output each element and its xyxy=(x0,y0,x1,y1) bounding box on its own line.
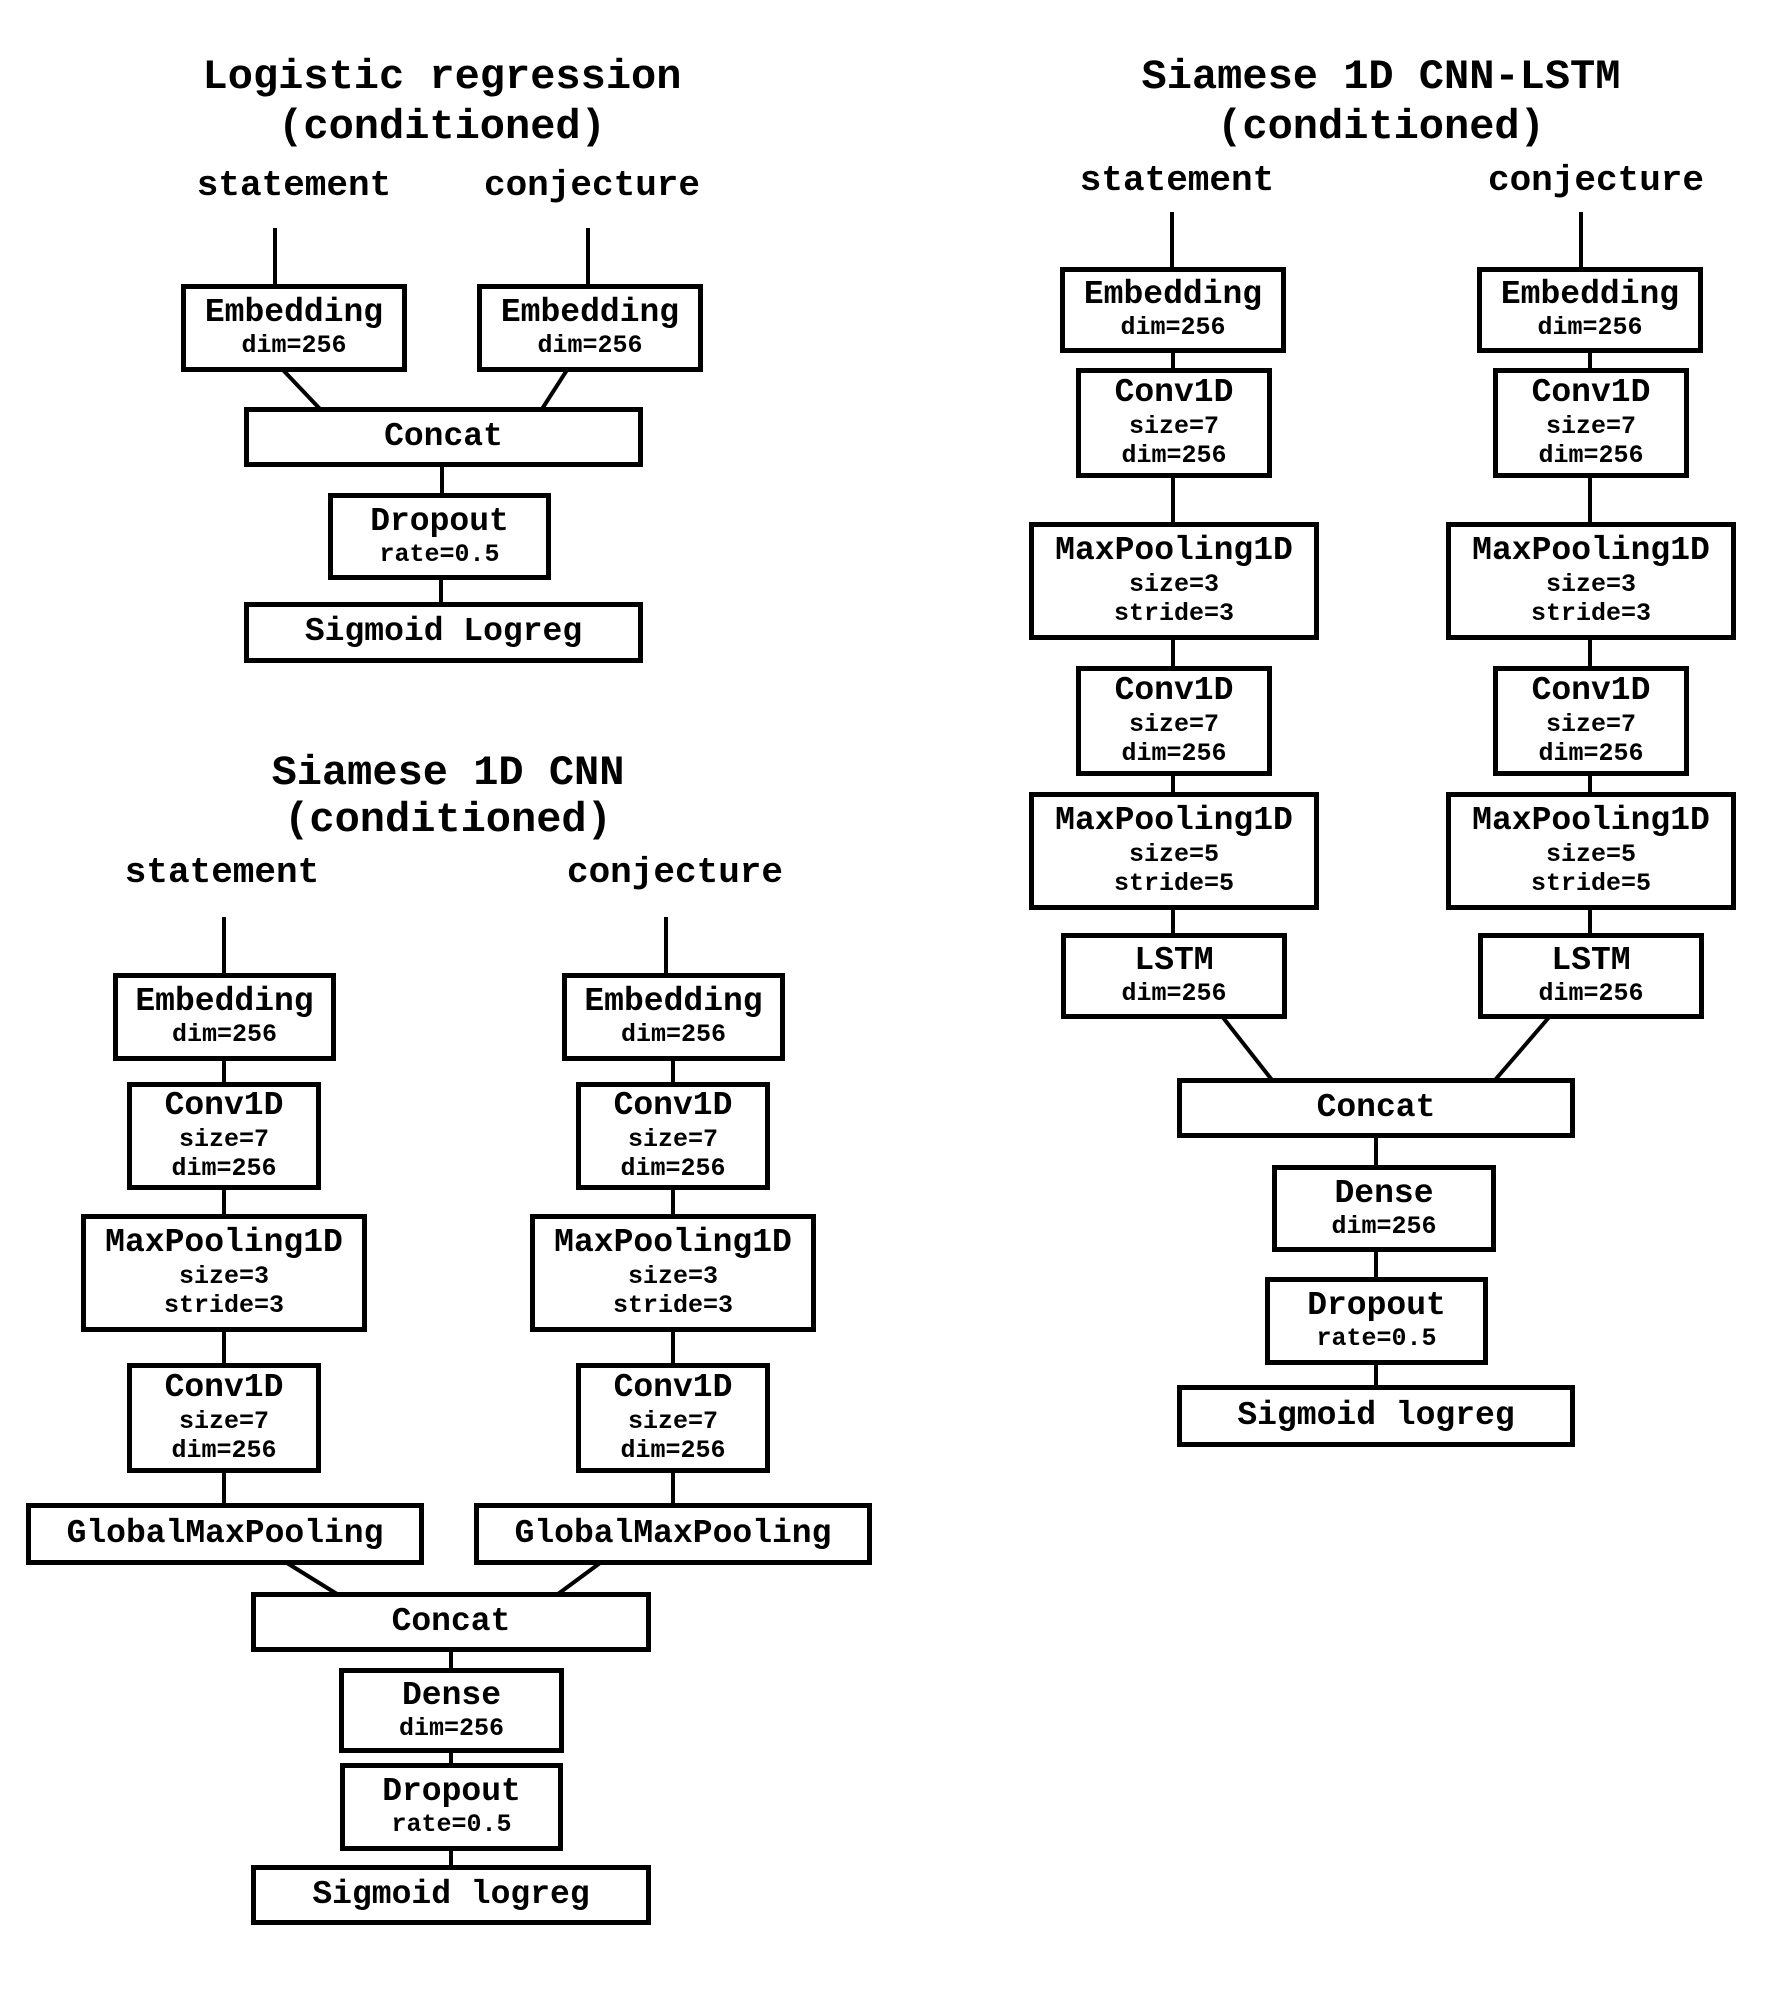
node-param: dim=256 xyxy=(1331,1211,1437,1241)
node-label: Conv1D xyxy=(1531,672,1651,710)
cnn-title-line1: Siamese 1D CNN xyxy=(271,749,625,797)
cnnlstm-conv1d-1-conjecture xyxy=(1493,368,1689,478)
node-param: size=3 xyxy=(1128,569,1219,599)
node-param: size=7 xyxy=(1128,411,1219,441)
cnnlstm-maxpooling1d-1-statement xyxy=(1029,522,1319,640)
connector-line xyxy=(1221,1015,1272,1080)
node-label: LSTM xyxy=(1134,942,1214,980)
logreg-title-line2: (conditioned) xyxy=(278,103,606,151)
node-label: Concat xyxy=(384,417,503,455)
cnnlstm-title-line1: Siamese 1D CNN-LSTM xyxy=(1141,53,1621,101)
logreg-dropout xyxy=(328,493,551,580)
node-param: stride=3 xyxy=(163,1291,285,1321)
node-param: stride=3 xyxy=(612,1291,734,1321)
node-label: LSTM xyxy=(1551,942,1631,980)
node-param: dim=256 xyxy=(241,331,347,361)
cnn-input-label-conjecture: conjecture xyxy=(566,852,784,893)
node-label: MaxPooling1D xyxy=(1055,802,1293,840)
logreg-input-label-conjecture: conjecture xyxy=(483,165,701,206)
cnn-dropout xyxy=(340,1763,563,1851)
connector-line xyxy=(283,370,320,409)
cnnlstm-conv1d-2-conjecture xyxy=(1493,666,1689,776)
cnn-title-line2: (conditioned) xyxy=(284,796,612,844)
node-label: Dropout xyxy=(1307,1287,1446,1325)
node-param: dim=256 xyxy=(1538,979,1644,1009)
node-param: dim=256 xyxy=(620,1020,727,1050)
logreg-sigmoid-logreg xyxy=(244,602,643,663)
node-param: dim=256 xyxy=(1120,313,1226,343)
node-label: Embedding xyxy=(204,294,384,332)
node-label: Sigmoid Logreg xyxy=(304,613,583,651)
node-label: Embedding xyxy=(1500,276,1680,314)
cnn-concat xyxy=(251,1592,651,1652)
node-param: size=3 xyxy=(1545,569,1636,599)
cnn-globalmaxpooling-conjecture xyxy=(474,1503,872,1565)
node-param: stride=5 xyxy=(1113,869,1235,899)
node-param: rate=0.5 xyxy=(391,1810,512,1840)
node-label: Concat xyxy=(391,1602,511,1640)
node-param: rate=0.5 xyxy=(379,539,500,569)
node-label: Concat xyxy=(1316,1088,1436,1126)
cnnlstm-maxpooling1d-1-conjecture xyxy=(1446,522,1736,640)
logreg-title-line1: Logistic regression xyxy=(202,53,682,101)
node-param: size=7 xyxy=(1545,709,1636,739)
connector-line xyxy=(558,1563,600,1594)
node-label: Conv1D xyxy=(164,1087,284,1125)
node-param: dim=256 xyxy=(537,331,643,361)
cnn-sigmoid-logreg xyxy=(251,1865,651,1925)
node-param: size=5 xyxy=(1128,839,1219,869)
cnnlstm-maxpooling1d-2-conjecture xyxy=(1446,792,1736,910)
node-label: GlobalMaxPooling xyxy=(66,1514,384,1552)
cnnlstm-embedding-statement xyxy=(1060,267,1286,353)
node-param: dim=256 xyxy=(620,1436,726,1466)
node-label: Conv1D xyxy=(1114,374,1234,412)
node-label: Conv1D xyxy=(164,1369,284,1407)
node-label: MaxPooling1D xyxy=(1472,802,1710,840)
cnn-globalmaxpooling-statement xyxy=(26,1503,424,1565)
cnnlstm-dropout xyxy=(1265,1277,1488,1365)
node-param: size=7 xyxy=(627,1124,718,1154)
cnnlstm-conv1d-1-statement xyxy=(1076,368,1272,478)
cnnlstm-lstm-conjecture xyxy=(1478,933,1704,1019)
node-param: dim=256 xyxy=(1121,441,1227,471)
node-param: size=7 xyxy=(178,1406,269,1436)
node-param: dim=256 xyxy=(171,1436,277,1466)
node-label: GlobalMaxPooling xyxy=(514,1514,832,1552)
node-label: Embedding xyxy=(135,983,314,1021)
cnnlstm-input-label-conjecture: conjecture xyxy=(1487,160,1705,201)
node-param: size=3 xyxy=(627,1261,718,1291)
logreg-input-label-statement: statement xyxy=(196,165,392,206)
node-param: dim=256 xyxy=(398,1713,505,1743)
node-label: Dropout xyxy=(382,1773,521,1811)
node-param: dim=256 xyxy=(620,1154,726,1184)
node-param: dim=256 xyxy=(1121,979,1227,1009)
node-param: size=5 xyxy=(1545,839,1636,869)
cnnlstm-lstm-statement xyxy=(1061,933,1287,1019)
node-label: MaxPooling1D xyxy=(1472,532,1710,570)
node-param: dim=256 xyxy=(1538,739,1644,769)
node-label: Conv1D xyxy=(613,1087,733,1125)
node-param: stride=3 xyxy=(1113,599,1235,629)
node-param: size=3 xyxy=(178,1261,269,1291)
cnn-maxpooling1d-statement xyxy=(81,1214,367,1332)
node-param: stride=3 xyxy=(1530,599,1652,629)
node-label: Embedding xyxy=(584,983,763,1021)
logreg-embedding-conjecture xyxy=(477,284,703,372)
node-param: rate=0.5 xyxy=(1316,1324,1437,1354)
logreg-concat xyxy=(244,407,643,467)
node-label: Embedding xyxy=(500,294,680,332)
cnn-embedding-statement xyxy=(113,973,336,1061)
connector-line xyxy=(1495,1015,1551,1080)
cnn-conv1d-1-statement xyxy=(127,1082,321,1190)
node-label: MaxPooling1D xyxy=(1055,532,1293,570)
cnnlstm-concat xyxy=(1177,1078,1575,1138)
node-param: size=7 xyxy=(1545,411,1636,441)
node-label: Dense xyxy=(401,1676,502,1714)
node-label: Conv1D xyxy=(1531,374,1651,412)
cnn-conv1d-1-conjecture xyxy=(576,1082,770,1190)
cnnlstm-sigmoid-logreg xyxy=(1177,1385,1575,1447)
logreg-embedding-statement xyxy=(181,284,407,372)
cnnlstm-title-line2: (conditioned) xyxy=(1217,103,1545,151)
cnnlstm-dense xyxy=(1272,1165,1496,1252)
node-param: dim=256 xyxy=(1538,441,1644,471)
node-param: dim=256 xyxy=(1121,739,1227,769)
node-label: MaxPooling1D xyxy=(554,1224,792,1262)
node-label: Sigmoid logreg xyxy=(312,1875,590,1913)
node-param: size=7 xyxy=(178,1124,269,1154)
node-label: Embedding xyxy=(1083,276,1263,314)
node-label: Conv1D xyxy=(613,1369,733,1407)
cnnlstm-maxpooling1d-2-statement xyxy=(1029,792,1319,910)
node-label: Conv1D xyxy=(1114,672,1234,710)
node-param: dim=256 xyxy=(171,1154,277,1184)
node-param: size=7 xyxy=(627,1406,718,1436)
cnn-dense xyxy=(339,1668,564,1753)
cnn-conv1d-2-statement xyxy=(127,1363,321,1473)
connector-line xyxy=(287,1563,337,1594)
cnn-embedding-conjecture xyxy=(562,973,785,1061)
connector-line xyxy=(542,370,567,409)
node-param: dim=256 xyxy=(171,1020,278,1050)
node-label: Dense xyxy=(1334,1174,1434,1212)
cnn-maxpooling1d-conjecture xyxy=(530,1214,816,1332)
node-label: Sigmoid logreg xyxy=(1237,1396,1515,1434)
cnn-input-label-statement: statement xyxy=(124,852,320,893)
cnn-conv1d-2-conjecture xyxy=(576,1363,770,1473)
node-label: Dropout xyxy=(370,502,509,540)
node-param: dim=256 xyxy=(1537,313,1643,343)
node-param: stride=5 xyxy=(1530,869,1652,899)
cnnlstm-input-label-statement: statement xyxy=(1079,160,1275,201)
cnnlstm-conv1d-2-statement xyxy=(1076,666,1272,776)
cnnlstm-embedding-conjecture xyxy=(1477,267,1703,353)
node-param: size=7 xyxy=(1128,709,1219,739)
node-label: MaxPooling1D xyxy=(105,1224,343,1262)
